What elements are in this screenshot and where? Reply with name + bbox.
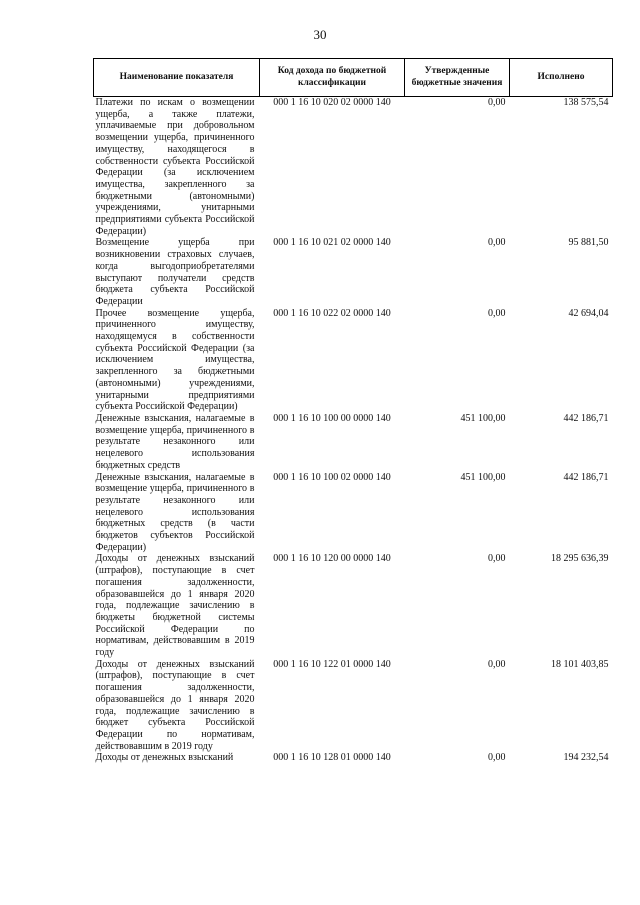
table-row xyxy=(94,472,613,554)
row-code: 000 1 16 10 128 01 0000 140 xyxy=(273,752,391,764)
row-code: 000 1 16 10 120 00 0000 140 xyxy=(273,553,391,565)
row-executed: 18 101 403,85 xyxy=(551,658,609,670)
row-name: Денежные взыскания, налагаемые в возмещение ущерба, причиненного в результате незаконного или нецелевого использования бюджетных средств xyxy=(95,412,255,471)
page-number: 30 xyxy=(313,27,327,42)
row-code: 000 1 16 10 022 02 0000 140 xyxy=(273,307,391,319)
table-header xyxy=(94,59,613,97)
row-name: Денежные взыскания, налагаемые в возмещение ущерба, причиненного в результате незаконного или нецелевого использования бюджетных средств (в части бюджетов субъектов Российской Федерации) xyxy=(95,471,255,553)
row-code: 000 1 16 10 020 02 0000 140 xyxy=(273,97,391,108)
row-approved: 0,00 xyxy=(488,307,506,319)
table-row xyxy=(94,413,613,472)
table-row xyxy=(94,97,613,238)
row-name: Платежи по искам о возмещении ущерба, а также платежи, уплачиваемые при добровольном возмещении ущерба, причиненного имуществу, находящегося в собственности субъекта Российской Федерации (за исключением имущества, закрепленного за бюджетными (автономными) учреждениями, унитарными предприятиями субъекта Российской Федерации) xyxy=(95,97,255,237)
table-row xyxy=(94,308,613,413)
table-body xyxy=(94,97,613,765)
row-executed: 42 694,04 xyxy=(568,307,609,319)
row-code: 000 1 16 10 100 02 0000 140 xyxy=(273,471,391,483)
row-name: Возмещение ущерба при возникновении страховых случаев, когда выгодоприобретателями выступают получатели средств бюджета субъекта Российской Федерации xyxy=(95,237,255,307)
header-executed: Исполнено xyxy=(510,59,613,97)
row-approved: 0,00 xyxy=(488,752,506,764)
table-row xyxy=(94,237,613,307)
table-row xyxy=(94,553,613,658)
row-approved: 0,00 xyxy=(488,658,506,670)
row-code: 000 1 16 10 122 01 0000 140 xyxy=(273,658,391,670)
row-code: 000 1 16 10 100 00 0000 140 xyxy=(273,412,391,424)
header-income-code: Код дохода по бюджетной классификации xyxy=(260,59,405,97)
row-approved: 0,00 xyxy=(488,97,506,108)
row-approved: 0,00 xyxy=(488,237,506,249)
row-name: Доходы от денежных взысканий (штрафов), поступающие в счет погашения задолженности, образовавшейся до 1 января 2020 года, подлежащие зачислению в бюджеты бюджетной системы Российской Федерации по нормативам, действовавшим в 2019 году xyxy=(95,553,255,659)
income-table xyxy=(93,58,613,764)
row-executed: 18 295 636,39 xyxy=(551,553,609,565)
row-executed: 95 881,50 xyxy=(568,237,609,249)
row-name: Доходы от денежных взысканий xyxy=(95,752,234,764)
row-executed: 194 232,54 xyxy=(563,752,609,764)
header-approved-values: Утвержденные бюджетные значения xyxy=(405,59,510,97)
row-name: Доходы от денежных взысканий (штрафов), поступающие в счет погашения задолженности, образовавшейся до 1 января 2020 года, подлежащие зачислению в бюджет субъекта Российской Федерации по нормативам, действовавшим в 2019 году xyxy=(95,658,255,752)
row-approved: 451 100,00 xyxy=(460,471,506,483)
row-code: 000 1 16 10 021 02 0000 140 xyxy=(273,237,391,249)
row-executed: 442 186,71 xyxy=(563,471,609,483)
row-name: Прочее возмещение ущерба, причиненного имуществу, находящемуся в собственности субъекта Российской Федерации (за исключением имущества, закрепленного за бюджетными (автономными) учреждениями, унитарными предприятиями субъекта Российской Федерации) xyxy=(95,307,255,413)
row-executed: 138 575,54 xyxy=(563,97,609,108)
header-indicator-name: Наименование показателя xyxy=(94,59,260,97)
table-row xyxy=(94,752,613,764)
row-executed: 442 186,71 xyxy=(563,412,609,424)
row-approved: 451 100,00 xyxy=(460,412,506,424)
row-approved: 0,00 xyxy=(488,553,506,565)
table-row xyxy=(94,659,613,753)
